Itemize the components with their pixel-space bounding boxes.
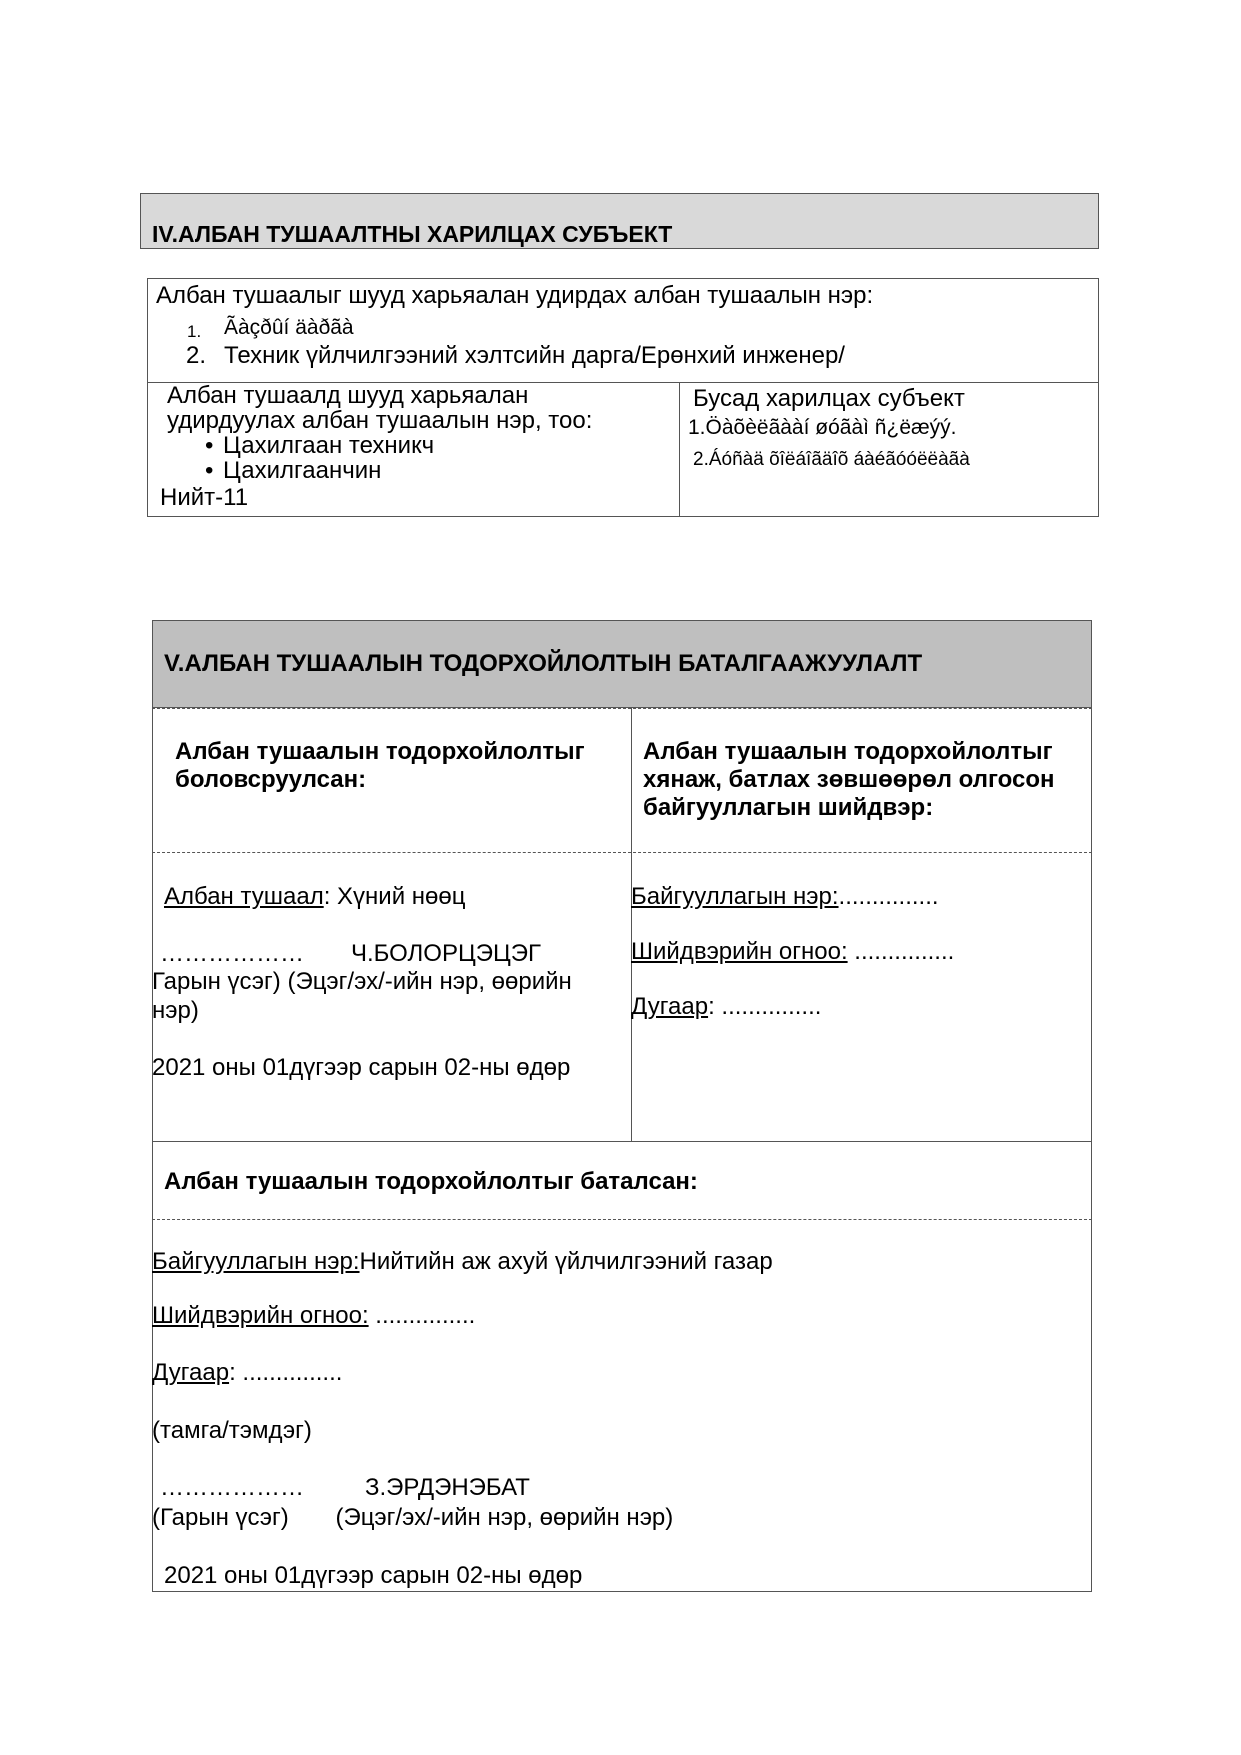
signature-dots: ……………… (160, 940, 304, 967)
approved-org: Байгууллагын нэр:Нийтийн аж ахуй үйлчилгээний газар (152, 1248, 773, 1275)
subordinate-label: Албан тушаалд шууд харьяалан (167, 382, 529, 409)
section4-title: IV.АЛБАН ТУШААЛТНЫ ХАРИЛЦАХ СУБЪЕКТ (152, 221, 673, 247)
other-label: Бусад харилцах субъект (693, 385, 965, 412)
decision-number: Дугаар: ............... (631, 993, 822, 1020)
subordinate-item: Цахилгаанчин (223, 457, 382, 484)
prepared-date: 2021 оны 01дүгээр сарын 02-ны өдөр (152, 1054, 571, 1081)
other-item: 2.Áóñàä õîëáîãäîõ áàéãóóëëàãà (693, 449, 970, 470)
total-count: Нийт-11 (160, 484, 249, 511)
stamp-label: (тамга/тэмдэг) (152, 1417, 312, 1444)
bullet-icon: • (205, 432, 214, 459)
approved-number: Дугаар: ............... (152, 1359, 343, 1386)
approved-date: Шийдвэрийн огноо: ............... (152, 1302, 476, 1329)
prepared-header: боловсруулсан: (175, 766, 367, 793)
prepared-header: Албан тушаалын тодорхойлолтыг (175, 738, 585, 765)
decision-header: Албан тушаалын тодорхойлолтыг (643, 738, 1053, 765)
supervisor-item: Ãàçðûí äàðãà (224, 316, 354, 339)
supervisor-item-num: 1. (187, 322, 202, 341)
decision-header: хянаж, батлах зөвшөөрөл олгосон (643, 766, 1055, 793)
bullet-icon: • (205, 457, 214, 484)
signature-caption: Гарын үсэг) (Эцэг/эх/-ийн нэр, өөрийн (152, 968, 572, 995)
supervisor-item-num: 2. (186, 342, 207, 369)
prepared-position: Албан тушаал: Хүний нөөц (164, 883, 466, 910)
approved-name: З.ЭРДЭНЭБАТ (365, 1474, 530, 1501)
decision-date: Шийдвэрийн огноо: ............... (631, 938, 955, 965)
subordinate-item: Цахилгаан техникч (223, 432, 435, 459)
other-item: 1.Öàõèëãààí øóãàì ñ¿ëæýý. (688, 416, 957, 439)
section5-title: V.АЛБАН ТУШААЛЫН ТОДОРХОЙЛОЛТЫН БАТАЛГААЖУУЛАЛТ (164, 650, 923, 677)
subordinate-label: удирдуулах албан тушаалын нэр, тоо: (167, 407, 593, 434)
supervisor-label: Албан тушаалыг шууд харьяалан удирдах албан тушаалын нэр: (156, 282, 874, 309)
signature-caption: (Гарын үсэг) (Эцэг/эх/-ийн нэр, өөрийн нэр) (152, 1504, 674, 1531)
decision-header: байгууллагын шийдвэр: (643, 794, 934, 821)
prepared-name: Ч.БОЛОРЦЭЦЭГ (351, 940, 541, 967)
signature-dots: ……………… (160, 1474, 304, 1501)
supervisor-item: Техник үйлчилгээний хэлтсийн дарга/Ерөнхий инженер/ (224, 342, 845, 369)
decision-org: Байгууллагын нэр:............... (631, 883, 939, 910)
approved-date: 2021 оны 01дүгээр сарын 02-ны өдөр (164, 1562, 583, 1589)
signature-caption: нэр) (152, 997, 199, 1024)
approved-header: Албан тушаалын тодорхойлолтыг баталсан: (164, 1168, 698, 1195)
